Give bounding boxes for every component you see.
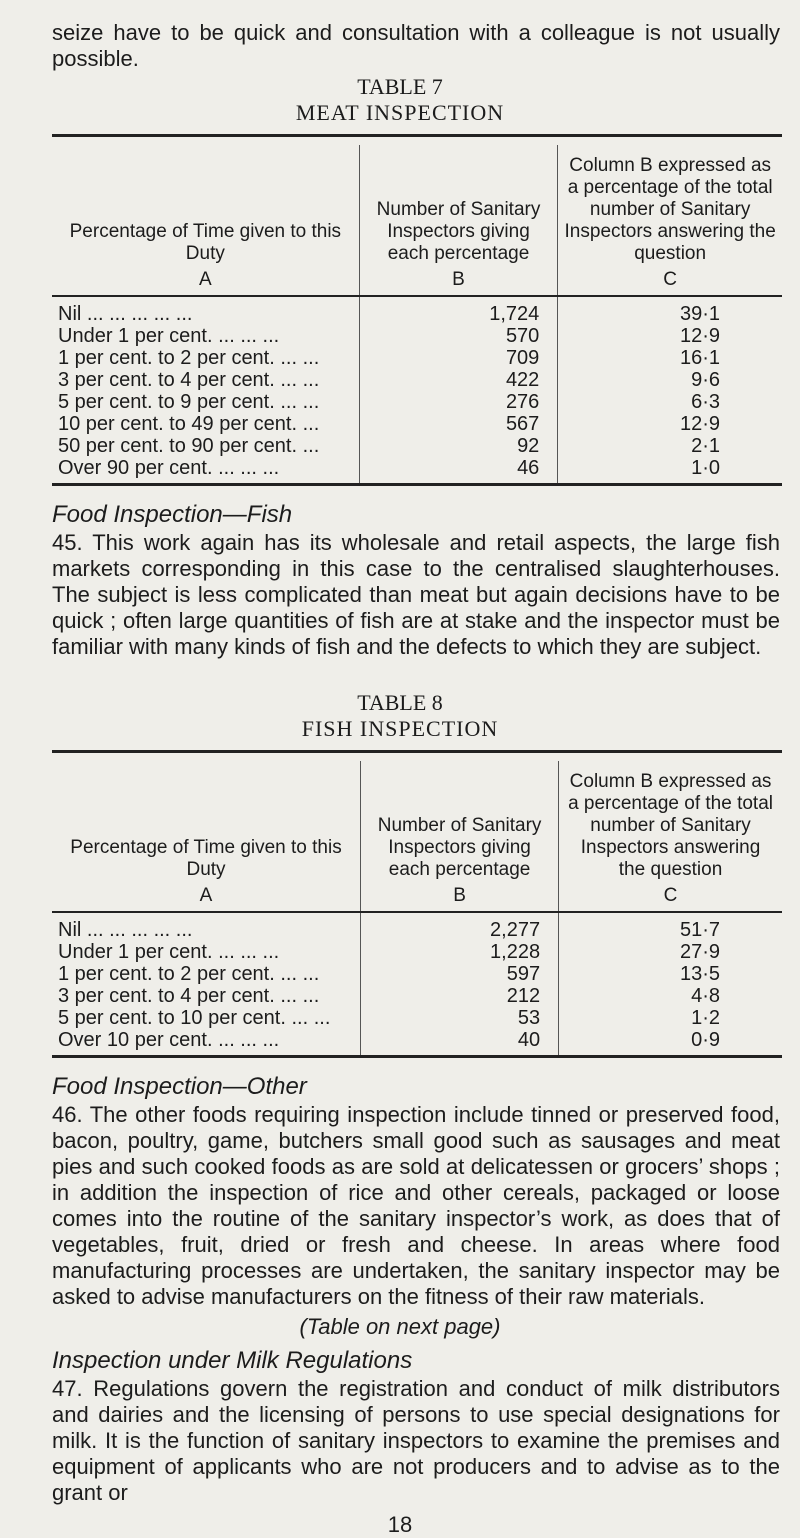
row-label: Under 1 per cent. ... ... ... bbox=[58, 941, 280, 963]
row-label: Under 1 per cent. ... ... ... bbox=[58, 325, 280, 347]
table-7-number: TABLE 7 bbox=[357, 74, 443, 99]
fish-inspection-table bbox=[52, 750, 782, 1058]
header-c-text: Column B expressed as a percentage of the total number of Sanitary Inspectors answering the question bbox=[568, 771, 773, 880]
table-7-title: MEAT INSPECTION bbox=[295, 100, 505, 125]
intro-paragraph: seize have to be quick and consultation with a colleague is not usually possible. bbox=[52, 20, 780, 71]
header-c bbox=[559, 761, 782, 912]
row-percentage: 2·1 bbox=[691, 435, 720, 457]
page-number: 18 bbox=[387, 1512, 413, 1537]
row-count: 597 bbox=[361, 963, 559, 985]
table-row bbox=[52, 912, 782, 941]
table-row bbox=[52, 985, 782, 1007]
row-percentage: 1·0 bbox=[558, 457, 782, 485]
table-row bbox=[52, 963, 782, 985]
row-percentage: 0·9 bbox=[559, 1029, 782, 1057]
header-c-letter: C bbox=[663, 885, 678, 906]
row-count: 46 bbox=[359, 457, 558, 485]
header-b bbox=[361, 761, 559, 912]
row-label: Nil ... ... ... ... ... bbox=[58, 919, 193, 941]
header-b-letter: B bbox=[452, 269, 465, 290]
header-a bbox=[52, 761, 361, 912]
header-c-text: Column B expressed as a percentage of the total number of Sanitary Inspectors answering the question bbox=[564, 155, 776, 264]
row-label: 10 per cent. to 49 per cent. ... bbox=[58, 413, 320, 435]
header-a-letter: A bbox=[199, 269, 212, 290]
row-count: 212 bbox=[361, 985, 559, 1007]
table-row bbox=[52, 1007, 782, 1029]
row-label: 1 per cent. to 2 per cent. ... ... bbox=[58, 347, 320, 369]
row-count: 2,277 bbox=[361, 912, 559, 941]
other-section-text: 46. The other foods requiring inspection include tinned or preserved food, bacon, poultry, game, butchers small good such as sausages and meat pies and such cooked foods as are sold at delicatessen or grocers’ shops ; in addition the inspection of rice and other cereals, packaged or loose comes into the routine of the sanitary inspector’s work, as does that of vegetables, fruit, dried or fresh and cheese. In areas where food manufacturing processes are undertaken, the sanitary inspector may be asked to advise manufacturers on the fitness of their raw materials. bbox=[52, 1102, 780, 1309]
header-a-text: Percentage of Time given to this Duty bbox=[69, 221, 342, 264]
table-7-block bbox=[0, 74, 800, 486]
row-label: 5 per cent. to 9 per cent. ... ... bbox=[58, 391, 320, 413]
row-percentage: 51·7 bbox=[679, 919, 720, 941]
row-percentage: 27·9 bbox=[679, 941, 720, 963]
row-count: 709 bbox=[359, 347, 558, 369]
table-row bbox=[52, 296, 782, 325]
row-count: 422 bbox=[359, 369, 558, 391]
table-on-next-page-note: (Table on next page) bbox=[299, 1314, 501, 1339]
table-row bbox=[52, 369, 782, 391]
row-percentage: 6·3 bbox=[691, 391, 720, 413]
row-percentage: 16·1 bbox=[679, 347, 720, 369]
fish-section-heading: Food Inspection—Fish bbox=[52, 501, 293, 528]
row-percentage: 9·6 bbox=[691, 369, 720, 391]
header-c bbox=[558, 145, 782, 296]
table-row bbox=[52, 347, 782, 369]
row-percentage: 13·5 bbox=[679, 963, 720, 985]
row-label: 3 per cent. to 4 per cent. ... ... bbox=[58, 369, 320, 391]
row-label: 1 per cent. to 2 per cent. ... ... bbox=[58, 963, 320, 985]
table-row bbox=[52, 941, 782, 963]
row-label: 50 per cent. to 90 per cent. ... bbox=[58, 435, 320, 457]
row-label: 5 per cent. to 10 per cent. ... ... bbox=[58, 1007, 331, 1029]
table-row bbox=[52, 325, 782, 347]
table-8-block bbox=[0, 690, 800, 1058]
table-row bbox=[52, 435, 782, 457]
header-c-letter: C bbox=[663, 269, 678, 290]
row-count: 570 bbox=[359, 325, 558, 347]
row-label: Over 10 per cent. ... ... ... bbox=[52, 1029, 361, 1057]
row-percentage: 4·8 bbox=[691, 985, 720, 1007]
row-percentage: 12·9 bbox=[679, 325, 720, 347]
row-label: 3 per cent. to 4 per cent. ... ... bbox=[58, 985, 320, 1007]
meat-inspection-table bbox=[52, 134, 782, 486]
row-count: 53 bbox=[361, 1007, 559, 1029]
row-count: 1,228 bbox=[361, 941, 559, 963]
header-b-letter: B bbox=[453, 885, 466, 906]
header-b-text: Number of Sanitary Inspectors giving each percentage bbox=[377, 815, 542, 880]
row-count: 92 bbox=[359, 435, 558, 457]
fish-section-text: 45. This work again has its wholesale and retail aspects, the large fish markets corresponding in this case to the centralised slaughterhouses. The subject is less complicated than meat but again decisions have to be quick ; often large quantities of fish are at stake and the inspector must be familiar with many kinds of fish and the defects to which they are subject. bbox=[52, 530, 780, 659]
header-b bbox=[359, 145, 558, 296]
header-b-text: Number of Sanitary Inspectors giving each percentage bbox=[376, 199, 541, 264]
table-row bbox=[52, 413, 782, 435]
table-row bbox=[52, 391, 782, 413]
row-percentage: 12·9 bbox=[679, 413, 720, 435]
header-a-text: Percentage of Time given to this Duty bbox=[70, 837, 342, 880]
milk-section-text: 47. Regulations govern the registration and conduct of milk distributors and dairies and the licensing of persons to use special designations for milk. It is the function of sanitary inspectors to examine the premises and equipment of applicants who are not producers and to advise as to the grant or bbox=[52, 1376, 780, 1505]
row-count: 567 bbox=[359, 413, 558, 435]
table-row bbox=[52, 1029, 782, 1057]
row-percentage: 1·2 bbox=[691, 1007, 720, 1029]
header-a-letter: A bbox=[199, 885, 213, 906]
table-8-title: FISH INSPECTION bbox=[301, 716, 499, 741]
row-count: 276 bbox=[359, 391, 558, 413]
row-label: Nil ... ... ... ... ... bbox=[58, 303, 193, 325]
milk-section-heading: Inspection under Milk Regulations bbox=[52, 1347, 413, 1374]
other-section-heading: Food Inspection—Other bbox=[52, 1073, 307, 1100]
row-count: 1,724 bbox=[359, 296, 558, 325]
header-a bbox=[52, 145, 359, 296]
row-label: Over 90 per cent. ... ... ... bbox=[52, 457, 359, 485]
row-count: 40 bbox=[361, 1029, 559, 1057]
table-8-number: TABLE 8 bbox=[357, 690, 443, 715]
table-row bbox=[52, 457, 782, 485]
row-percentage: 39·1 bbox=[679, 303, 720, 325]
